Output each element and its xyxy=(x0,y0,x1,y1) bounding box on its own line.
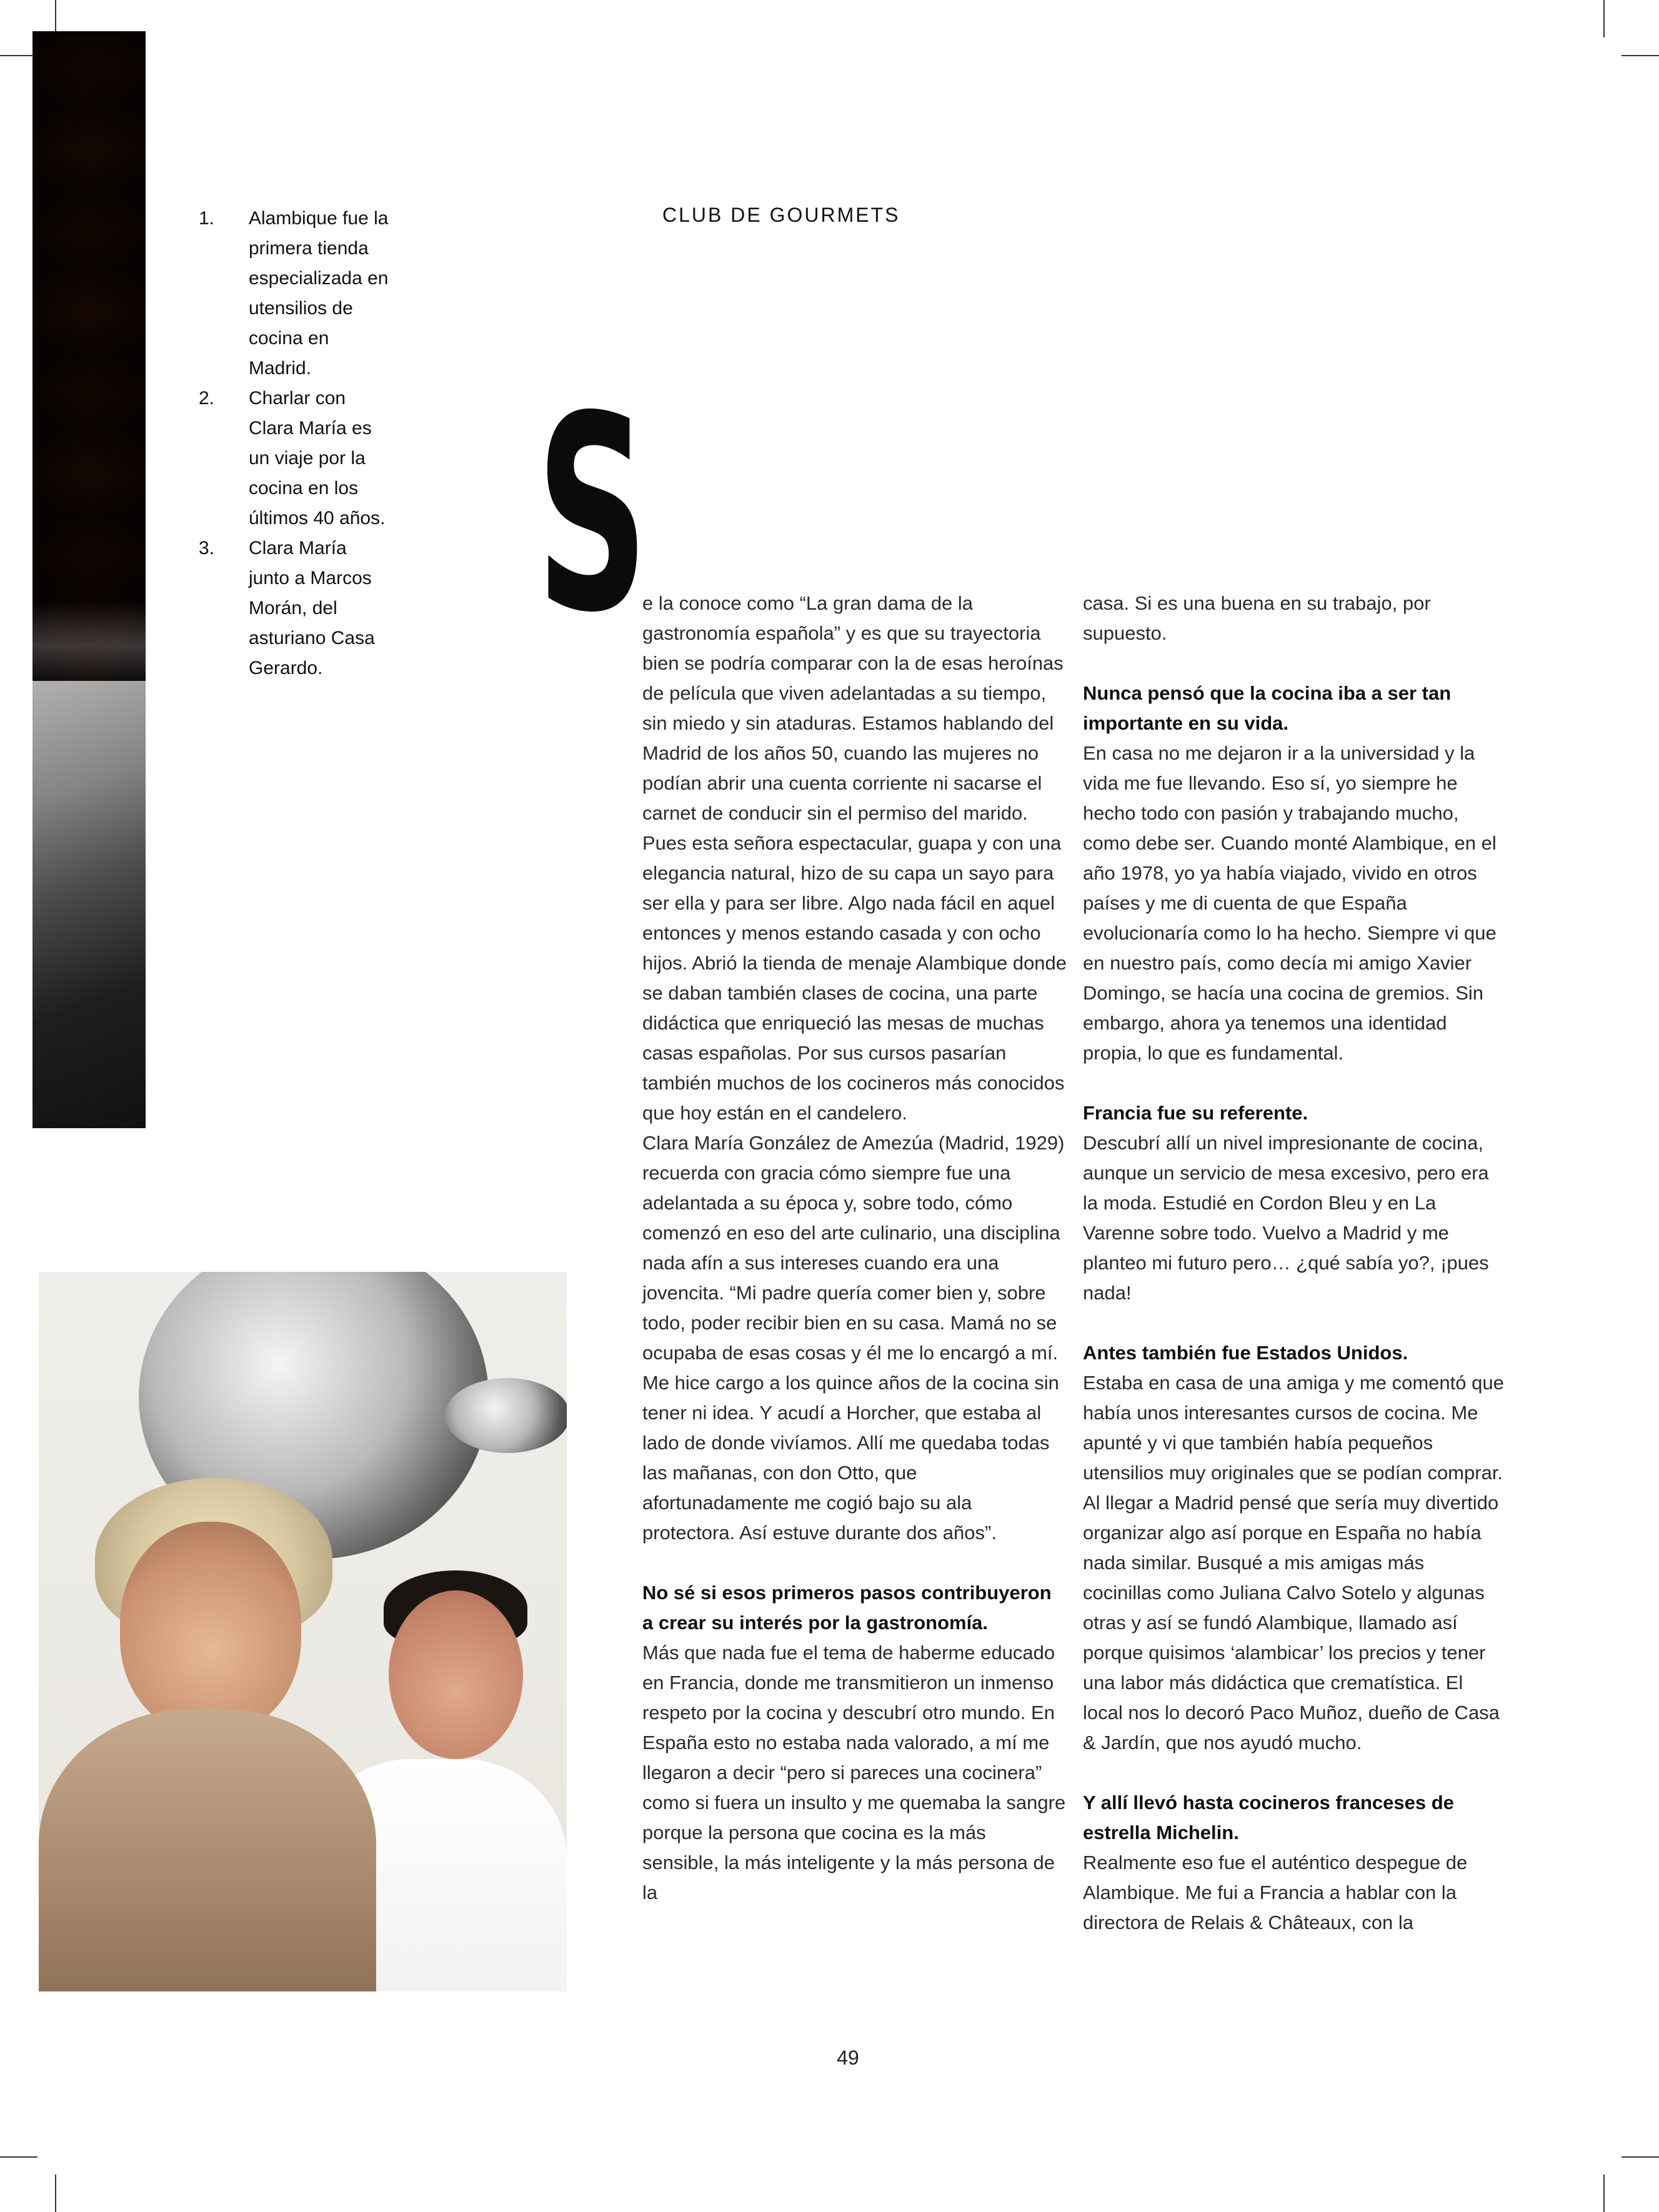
article-paragraph: casa. Si es una buena en su trabajo, por supuesto. xyxy=(1083,592,1431,644)
article-paragraph: Clara María González de Amezúa (Madrid, 1929) recuerda con gracia cómo siempre fue una adelantada a su época y, sobre todo, cómo comenzó en eso del arte culinario, una disciplina nada afín a sus intereses cuando era una jovencita. “Mi padre quería comer bien y, sobre todo, poder recibir bien en su casa. Mamá no se ocupaba de esas cosas y él me lo encargó a mí. Me hice cargo a los quince años de la cocina sin tener ni idea. Y acudí a Horcher, que estaba al lado de donde vivíamos. Allí me quedaba todas las mañanas, con don Otto, que afortunadamente me cogió bajo su ala protectora. Así estuve durante dos años”. xyxy=(642,1132,1065,1544)
interview-question: No sé si esos primeros pasos contribuyeron a crear su interés por la gastronomía. xyxy=(642,1582,1052,1634)
interview-question: Antes también fue Estados Unidos. xyxy=(1083,1342,1408,1364)
page-number: 49 xyxy=(837,2046,859,2069)
drop-cap: S xyxy=(536,359,645,672)
caption-item: 3. Clara María junto a Marcos Morán, del asturiano Casa Gerardo. xyxy=(199,538,375,678)
woman-figure xyxy=(39,1709,376,1991)
portrait-photo xyxy=(39,1272,567,1991)
crop-mark xyxy=(1622,2156,1659,2158)
caption-item: 2. Charlar con Clara María es un viaje por la cocina en los últimos 40 años. xyxy=(199,388,386,528)
crop-mark xyxy=(1603,0,1605,37)
article-column-1 xyxy=(642,588,1067,1908)
section-label: CLUB DE GOURMETS xyxy=(662,204,900,226)
article-paragraph: Estaba en casa de una amiga y me comentó que había unos interesantes cursos de cocina. Me apunté y vi que también había pequeños utensilios muy originales que se podían comprar. Al llegar a Madrid pensé que sería muy divertido organizar algo así porque en España no había nada similar. Busqué a mis amigas más cocinillas como Juliana Calvo Sotelo y algunas otras y así se fundó Alambique, llamado así porque quisimos ‘alambicar’ los precios y tener una labor más didáctica que crematística. El local nos lo decoró Paco Muñoz, dueño de Casa & Jardín, que nos ayudó mucho. xyxy=(1083,1372,1504,1753)
photo-captions xyxy=(199,204,405,683)
article-paragraph: Descubrí allí un nivel impresionante de cocina, aunque un servicio de mesa excesivo, pero era la moda. Estudié en Cordon Bleu y en La Varenne sobre todo. Vuelvo a Madrid y me planteo mi futuro pero… ¿qué sabía yo?, ¡pues nada! xyxy=(1083,1132,1489,1304)
article-paragraph: Realmente eso fue el auténtico despegue de Alambique. Me fui a Francia a hablar con la directora de Relais & Châteaux, con la xyxy=(1083,1852,1468,1933)
article-paragraph: Más que nada fue el tema de haberme educado en Francia, donde me transmitieron un inmenso respeto por la cocina y descubrí otro mundo. En España esto no estaba nada valorado, a mí me llegaron a decir “pero si pareces una cocinera” como si fuera un insulto y me quemaba la sangre porque la persona que cocina es la más sensible, la más inteligente y la más persona de la xyxy=(642,1642,1066,1903)
store-interior-photo xyxy=(32,31,146,1128)
crop-mark xyxy=(0,2156,37,2158)
crop-mark xyxy=(1622,55,1659,56)
chef-figure xyxy=(389,1590,523,1759)
interview-question: Y allí llevó hasta cocineros franceses de estrella Michelin. xyxy=(1083,1792,1454,1843)
interview-question: Francia fue su referente. xyxy=(1083,1102,1308,1124)
crop-mark xyxy=(1603,2175,1605,2212)
woman-figure xyxy=(120,1522,301,1734)
hanging-pan xyxy=(445,1378,567,1453)
crop-mark xyxy=(0,55,37,56)
crop-mark xyxy=(55,2175,56,2212)
article-paragraph: En casa no me dejaron ir a la universidad y la vida me fue llevando. Eso sí, yo siempre he hecho todo con pasión y trabajando mucho, como debe ser. Cuando monté Alambique, en el año 1978, yo ya había viajado, vivido en otros países y me di cuenta de que España evolucionaría como lo ha hecho. Siempre vi que en nuestro país, como decía mi amigo Xavier Domingo, se hacía una cocina de gremios. Sin embargo, ahora ya tenemos una identidad propia, lo que es fundamental. xyxy=(1083,742,1497,1064)
interview-question: Nunca pensó que la cocina iba a ser tan importante en su vida. xyxy=(1083,682,1452,734)
article-column-2 xyxy=(1083,588,1508,1938)
caption-item: 1. Alambique fue la primera tienda especializada en utensilios de cocina en Madrid. xyxy=(199,208,389,379)
article-paragraph: e la conoce como “La gran dama de la gastronomía española” y es que su trayectoria bien se podría comparar con la de esas heroínas de película que viven adelantadas a su tiempo, sin miedo y sin ataduras. Estamos hablando del Madrid de los años 50, cuando las mujeres no podían abrir una cuenta corriente ni sacarse el carnet de conducir sin el permiso del marido. Pues esta señora espectacular, guapa y con una elegancia natural, hizo de su capa un sayo para ser ella y para ser libre. Algo nada fácil en aquel entonces y menos estando casada y con ocho hijos. Abrió la tienda de menaje Alambique donde se daban también clases de cocina, una parte didáctica que enriqueció las mesas de muchas casas españolas. Por sus cursos pasarían también muchos de los cocineros más conocidos que hoy están en el candelero. xyxy=(642,592,1067,1124)
